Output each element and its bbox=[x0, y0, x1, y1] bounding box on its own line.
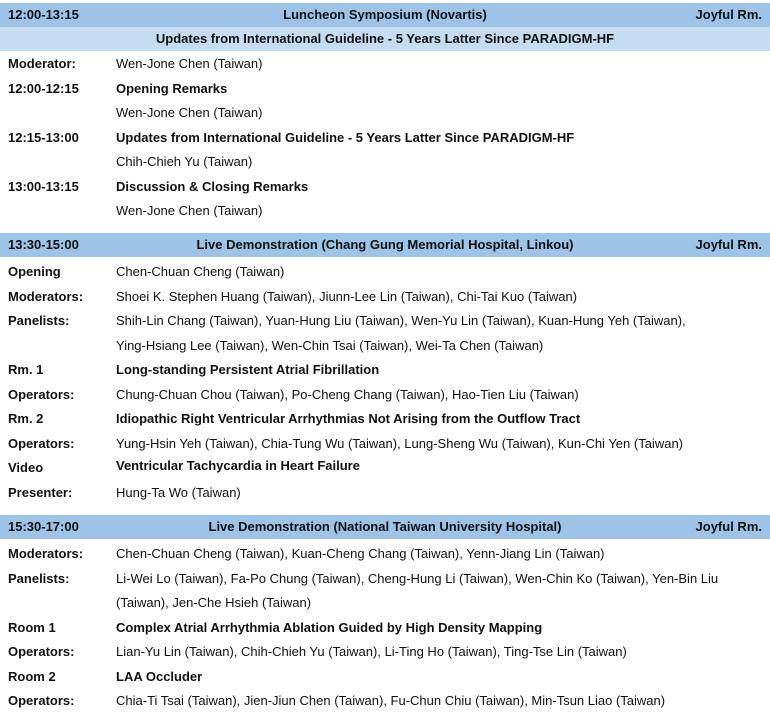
row-text: Wen-Jone Chen (Taiwan) bbox=[116, 105, 263, 120]
row-label: 12:15-13:00 bbox=[8, 130, 79, 145]
row-text: Hung-Ta Wo (Taiwan) bbox=[116, 485, 241, 500]
session-subtitle: Updates from International Guideline - 5 Years Latter Since PARADIGM-HF bbox=[155, 31, 615, 46]
session-time: 15:30-17:00 bbox=[8, 519, 79, 534]
session-room: Joyful Rm. bbox=[695, 519, 762, 534]
row-text: (Taiwan), Jen-Che Hsieh (Taiwan) bbox=[116, 595, 312, 610]
row-text: Ventricular Tachycardia in Heart Failure bbox=[116, 458, 360, 473]
row-label: Operators: bbox=[8, 387, 75, 402]
row-text: Chia-Ti Tsai (Taiwan), Jien-Jiun Chen (Taiwan), Fu-Chun Chiu (Taiwan), Min-Tsun Liao (Taiwan) bbox=[116, 693, 666, 708]
row-label: Room 2 bbox=[8, 669, 56, 684]
row-label: Room 1 bbox=[8, 620, 56, 635]
row-text: Updates from International Guideline - 5 Years Latter Since PARADIGM-HF bbox=[116, 130, 575, 145]
row-label: Panelists: bbox=[8, 313, 70, 328]
row-text: Opening Remarks bbox=[116, 81, 228, 96]
row-label: Rm. 1 bbox=[8, 362, 44, 377]
row-text: Chih-Chieh Yu (Taiwan) bbox=[116, 154, 253, 169]
session-time: 13:30-15:00 bbox=[8, 237, 79, 252]
row-label: Moderator: bbox=[8, 56, 76, 71]
row-label: Operators: bbox=[8, 693, 75, 708]
row-text: Wen-Jone Chen (Taiwan) bbox=[116, 203, 263, 218]
session-room: Joyful Rm. bbox=[695, 237, 762, 252]
row-label: Panelists: bbox=[8, 571, 70, 586]
session-title: Live Demonstration (National Taiwan University Hospital) bbox=[208, 519, 562, 534]
row-label: Moderators: bbox=[8, 289, 84, 304]
row-text: Wen-Jone Chen (Taiwan) bbox=[116, 56, 263, 71]
session-title: Live Demonstration (Chang Gung Memorial Hospital, Linkou) bbox=[196, 237, 574, 252]
session-title: Luncheon Symposium (Novartis) bbox=[283, 7, 487, 22]
row-label: 12:00-12:15 bbox=[8, 81, 79, 96]
row-text: Complex Atrial Arrhythmia Ablation Guided by High Density Mapping bbox=[116, 620, 543, 635]
row-text: Shoei K. Stephen Huang (Taiwan), Jiunn-Lee Lin (Taiwan), Chi-Tai Kuo (Taiwan) bbox=[116, 289, 578, 304]
row-label: Presenter: bbox=[8, 485, 73, 500]
row-text: Shih-Lin Chang (Taiwan), Yuan-Hung Liu (Taiwan), Wen-Yu Lin (Taiwan), Kuan-Hung Yeh (Taiwan), bbox=[116, 313, 686, 328]
row-text: Ying-Hsiang Lee (Taiwan), Wen-Chin Tsai (Taiwan), Wei-Ta Chen (Taiwan) bbox=[116, 338, 544, 353]
row-text: Idiopathic Right Ventricular Arrhythmias Not Arising from the Outflow Tract bbox=[116, 411, 581, 426]
row-text: Discussion & Closing Remarks bbox=[116, 179, 309, 194]
row-text: Chung-Chuan Chou (Taiwan), Po-Cheng Chang (Taiwan), Hao-Tien Liu (Taiwan) bbox=[116, 387, 579, 402]
row-text: Li-Wei Lo (Taiwan), Fa-Po Chung (Taiwan), Cheng-Hung Li (Taiwan), Wen-Chin Ko (Taiwan), Yen-Bin Liu bbox=[116, 571, 719, 586]
row-text: Chen-Chuan Cheng (Taiwan), Kuan-Cheng Chang (Taiwan), Yenn-Jiang Lin (Taiwan) bbox=[116, 546, 605, 561]
row-text: Yung-Hsin Yeh (Taiwan), Chia-Tung Wu (Taiwan), Lung-Sheng Wu (Taiwan), Kun-Chi Yen (Taiwan) bbox=[116, 436, 683, 451]
row-label: Rm. 2 bbox=[8, 411, 44, 426]
row-label: Operators: bbox=[8, 644, 75, 659]
row-label: 13:00-13:15 bbox=[8, 179, 79, 194]
row-label: Moderators: bbox=[8, 546, 84, 561]
row-text: LAA Occluder bbox=[116, 669, 203, 684]
row-label: Opening bbox=[8, 264, 61, 279]
row-text: Chen-Chuan Cheng (Taiwan) bbox=[116, 264, 285, 279]
row-label: Video bbox=[8, 460, 44, 475]
row-text: Lian-Yu Lin (Taiwan), Chih-Chieh Yu (Taiwan), Li-Ting Ho (Taiwan), Ting-Tse Lin (Taiwan) bbox=[116, 644, 627, 659]
row-text: Long-standing Persistent Atrial Fibrillation bbox=[116, 362, 380, 377]
session-room: Joyful Rm. bbox=[695, 7, 762, 22]
session-time: 12:00-13:15 bbox=[8, 7, 79, 22]
row-label: Operators: bbox=[8, 436, 75, 451]
